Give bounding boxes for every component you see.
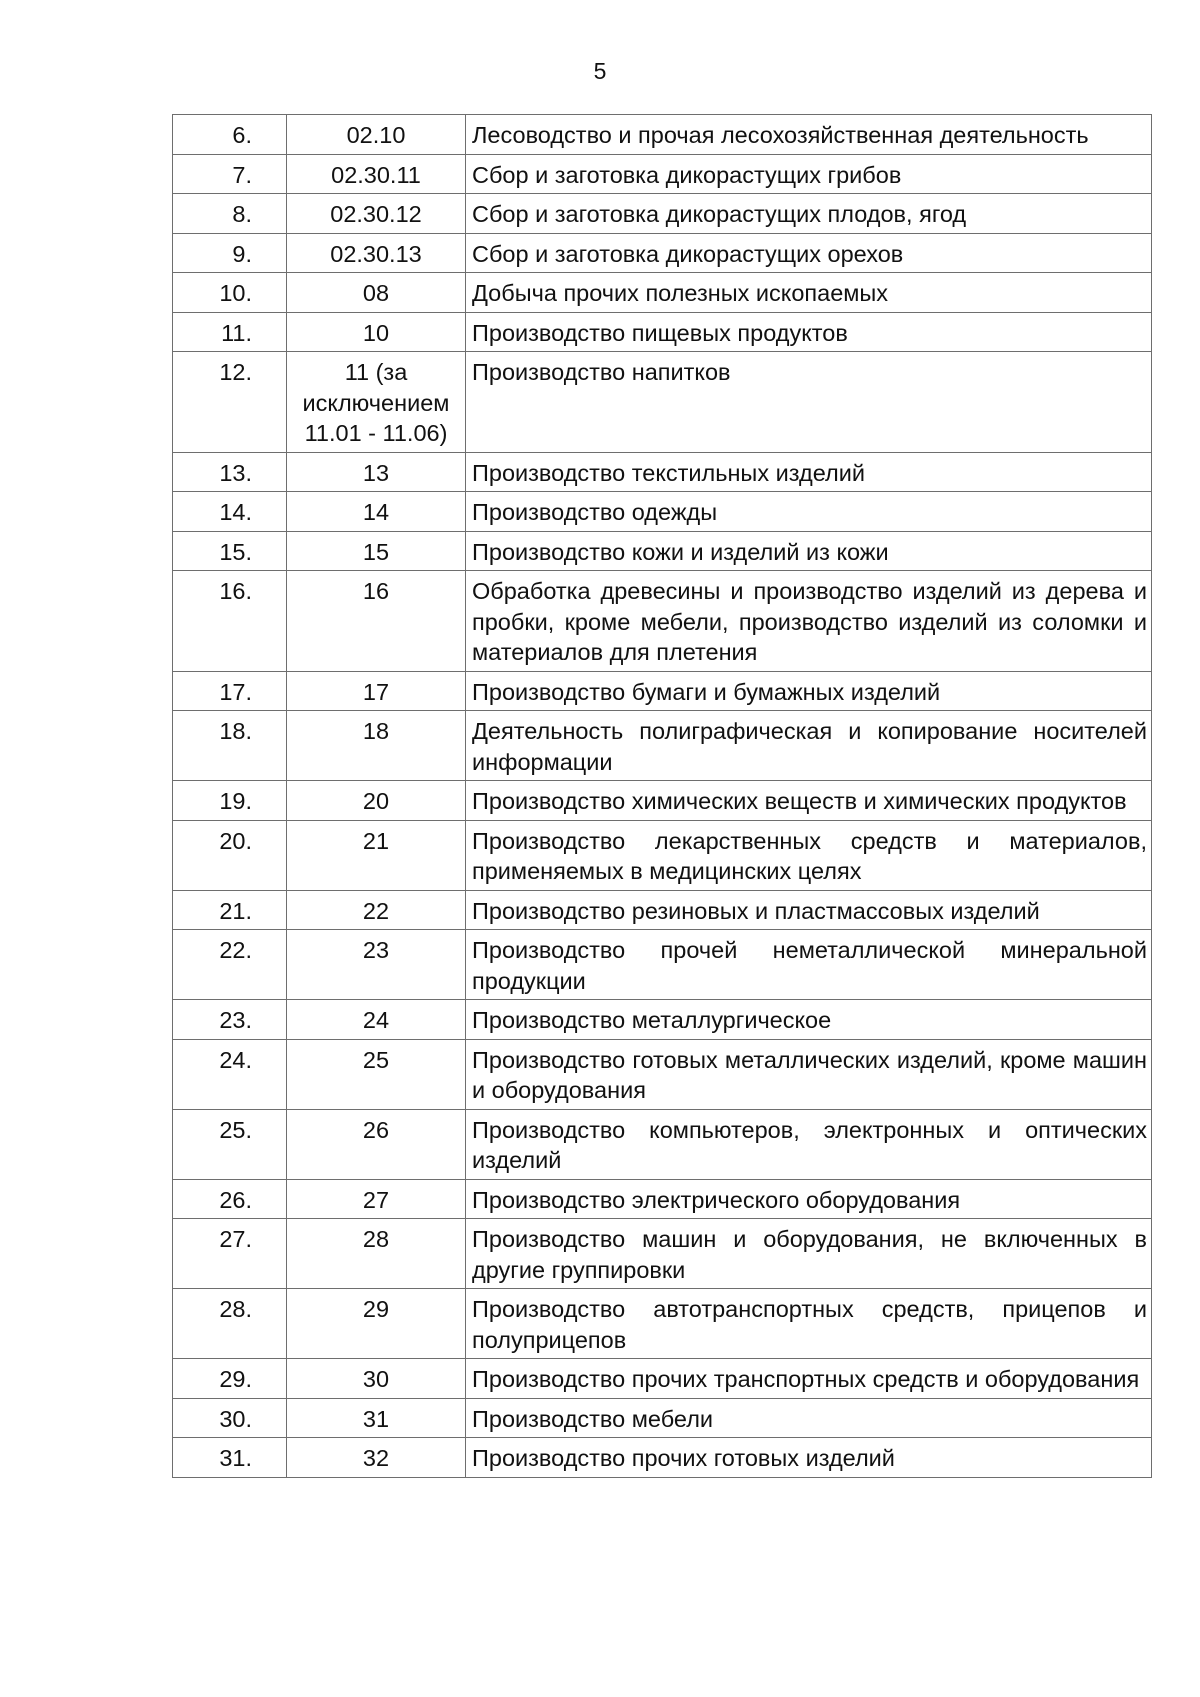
activity-name-cell: Производство прочих транспортных средств и оборудования [466, 1359, 1152, 1399]
activity-name-cell: Производство пищевых продуктов [466, 312, 1152, 352]
row-number-cell: 30. [173, 1398, 287, 1438]
activity-name-cell: Производство текстильных изделий [466, 452, 1152, 492]
table-row [173, 233, 1152, 273]
okved-code-cell: 26 [287, 1109, 466, 1179]
activity-name-cell: Сбор и заготовка дикорастущих плодов, ягод [466, 194, 1152, 234]
table-row [173, 492, 1152, 532]
row-number-cell: 23. [173, 1000, 287, 1040]
row-number-cell: 12. [173, 352, 287, 453]
table-row [173, 1438, 1152, 1478]
okved-code-cell: 17 [287, 671, 466, 711]
activity-name-cell: Сбор и заготовка дикорастущих орехов [466, 233, 1152, 273]
activity-name-cell: Производство лекарственных средств и материалов, применяемых в медицинских целях [466, 820, 1152, 890]
okved-code-cell: 14 [287, 492, 466, 532]
activity-name-cell: Производство прочей неметаллической минеральной продукции [466, 930, 1152, 1000]
table-row [173, 452, 1152, 492]
row-number-cell: 20. [173, 820, 287, 890]
row-number-cell: 28. [173, 1289, 287, 1359]
okved-code-cell: 02.30.11 [287, 154, 466, 194]
okved-code-cell: 23 [287, 930, 466, 1000]
table-row [173, 890, 1152, 930]
row-number-cell: 22. [173, 930, 287, 1000]
okved-code-cell: 11 (за исключением 11.01 - 11.06) [287, 352, 466, 453]
activity-name-cell: Производство электрического оборудования [466, 1179, 1152, 1219]
activity-name-cell: Производство одежды [466, 492, 1152, 532]
activity-name-cell: Производство бумаги и бумажных изделий [466, 671, 1152, 711]
row-number-cell: 13. [173, 452, 287, 492]
activity-name-cell: Производство компьютеров, электронных и оптических изделий [466, 1109, 1152, 1179]
activity-name-cell: Лесоводство и прочая лесохозяйственная деятельность [466, 115, 1152, 155]
row-number-cell: 7. [173, 154, 287, 194]
row-number-cell: 14. [173, 492, 287, 532]
okved-code-cell: 20 [287, 781, 466, 821]
okved-code-cell: 21 [287, 820, 466, 890]
table-row [173, 571, 1152, 672]
row-number-cell: 10. [173, 273, 287, 313]
row-number-cell: 31. [173, 1438, 287, 1478]
table-row [173, 781, 1152, 821]
activity-name-cell: Производство машин и оборудования, не включенных в другие группировки [466, 1219, 1152, 1289]
table-row [173, 194, 1152, 234]
activity-name-cell: Производство металлургическое [466, 1000, 1152, 1040]
row-number-cell: 8. [173, 194, 287, 234]
table-row [173, 1109, 1152, 1179]
activity-name-cell: Производство химических веществ и химических продуктов [466, 781, 1152, 821]
row-number-cell: 17. [173, 671, 287, 711]
row-number-cell: 25. [173, 1109, 287, 1179]
okved-code-cell: 08 [287, 273, 466, 313]
okved-code-cell: 32 [287, 1438, 466, 1478]
row-number-cell: 27. [173, 1219, 287, 1289]
activity-name-cell: Производство кожи и изделий из кожи [466, 531, 1152, 571]
page-number: 5 [593, 58, 607, 84]
table-row [173, 115, 1152, 155]
row-number-cell: 11. [173, 312, 287, 352]
row-number-cell: 15. [173, 531, 287, 571]
table-row [173, 1289, 1152, 1359]
table-row [173, 1359, 1152, 1399]
table-row [173, 820, 1152, 890]
table-row [173, 312, 1152, 352]
okved-code-cell: 25 [287, 1039, 466, 1109]
row-number-cell: 24. [173, 1039, 287, 1109]
table-row [173, 671, 1152, 711]
row-number-cell: 29. [173, 1359, 287, 1399]
okved-code-cell: 16 [287, 571, 466, 672]
okved-code-cell: 24 [287, 1000, 466, 1040]
row-number-cell: 6. [173, 115, 287, 155]
table-row [173, 1179, 1152, 1219]
okved-code-cell: 30 [287, 1359, 466, 1399]
okved-code-cell: 02.10 [287, 115, 466, 155]
row-number-cell: 21. [173, 890, 287, 930]
table-row [173, 711, 1152, 781]
okved-code-cell: 02.30.13 [287, 233, 466, 273]
activity-name-cell: Производство прочих готовых изделий [466, 1438, 1152, 1478]
row-number-cell: 9. [173, 233, 287, 273]
row-number-cell: 19. [173, 781, 287, 821]
table-row [173, 273, 1152, 313]
table-row [173, 154, 1152, 194]
okved-code-cell: 29 [287, 1289, 466, 1359]
activity-name-cell: Обработка древесины и производство изделий из дерева и пробки, кроме мебели, производство изделий из соломки и материалов для плетения [466, 571, 1152, 672]
table-row [173, 930, 1152, 1000]
activity-name-cell: Производство готовых металлических изделий, кроме машин и оборудования [466, 1039, 1152, 1109]
okved-activities-table [172, 114, 1152, 1478]
table-row [173, 352, 1152, 453]
okved-code-cell: 02.30.12 [287, 194, 466, 234]
table-row [173, 1000, 1152, 1040]
okved-code-cell: 27 [287, 1179, 466, 1219]
okved-code-cell: 28 [287, 1219, 466, 1289]
activity-name-cell: Добыча прочих полезных ископаемых [466, 273, 1152, 313]
okved-code-cell: 22 [287, 890, 466, 930]
row-number-cell: 18. [173, 711, 287, 781]
row-number-cell: 26. [173, 1179, 287, 1219]
okved-code-cell: 13 [287, 452, 466, 492]
okved-code-cell: 18 [287, 711, 466, 781]
activity-name-cell: Сбор и заготовка дикорастущих грибов [466, 154, 1152, 194]
table-row [173, 1039, 1152, 1109]
table-row [173, 531, 1152, 571]
row-number-cell: 16. [173, 571, 287, 672]
table-row [173, 1398, 1152, 1438]
activity-name-cell: Производство резиновых и пластмассовых изделий [466, 890, 1152, 930]
table-body [173, 115, 1152, 1478]
okved-code-cell: 15 [287, 531, 466, 571]
activity-name-cell: Производство мебели [466, 1398, 1152, 1438]
table-row [173, 1219, 1152, 1289]
activity-name-cell: Деятельность полиграфическая и копирование носителей информации [466, 711, 1152, 781]
activity-name-cell: Производство автотранспортных средств, прицепов и полуприцепов [466, 1289, 1152, 1359]
activity-name-cell: Производство напитков [466, 352, 1152, 453]
okved-code-cell: 31 [287, 1398, 466, 1438]
okved-code-cell: 10 [287, 312, 466, 352]
